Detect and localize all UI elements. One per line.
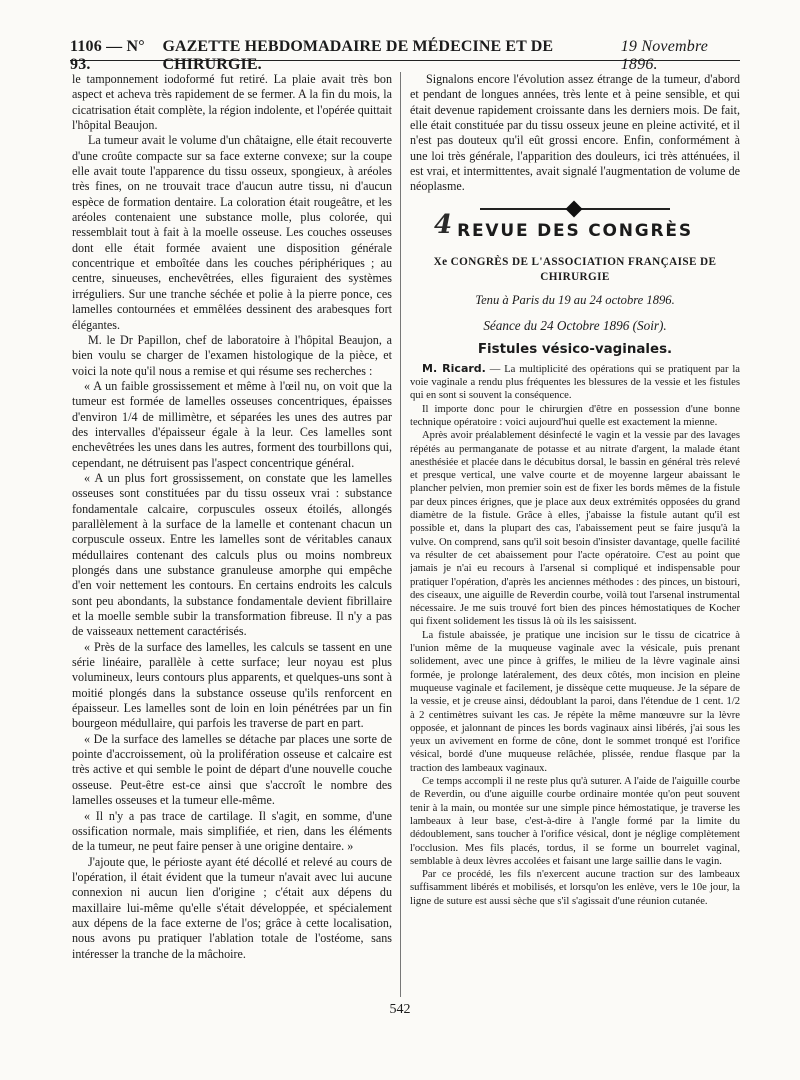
handwritten-mark: 4: [434, 209, 454, 240]
left-quote-paragraph: « De la surface des lamelles se détache par places une sorte de pointe d'accroissement, où la prolifération osseuse et calcaire est très active et qui semble le point de départ d'une nouvelle couche osseuse. Peut-être est-ce ainsi que s'accroît le nombre des lamelles osseuses et la tumeur elle-même.: [72, 731, 392, 808]
journal-title: GAZETTE HEBDOMADAIRE DE MÉDECINE ET DE CHIRURGIE.: [162, 38, 554, 73]
article-body: [410, 362, 740, 908]
left-quote-paragraph: « Près de la surface des lamelles, les calculs se tassent en une série linéaire, parallèle à cette surface; leur noyau est plus volumineux, leurs contours plus apparents, et quelques-uns sont à moitié plongés dans la substance osseuse qu'ils renforcent en épaisseur. Les lamelles sont de loin en loin pénétrées par un fin bourgeon médullaire, qui parfois les traverse de part en part.: [72, 639, 392, 731]
article-lead: [410, 362, 740, 403]
left-quote-paragraph: « A un faible grossissement et même à l'œil nu, on voit que la tumeur est formée de lamelles osseuses concentriques, épaisses d'environ 1/4 de millimètre, et séparées les unes des autres par des intervalles d'épaisseur égale à la leur. Ces lamelles sont enchevêtrées les unes dans les autres, forment des tourbillons qui, cependant, ne détruisent pas l'aspect concentrique général.: [72, 378, 392, 470]
article-paragraph: Après avoir préalablement désinfecté le vagin et la vessie par des lavages répétés au permanganate de potasse et au nitrate d'argent, la malade étant anesthésiée et placée dans le décubitus dorsal, le bassin en général très relevé et presque vertical, une valve courte et de moyenne largeur abaissant le plancher pelvien, mon premier soin est de fixer les bords mêmes de la fistule par deux pinces érignes, que je place aux deux extrémités opposées du grand diamètre de la fistule. Grâce à elles, j'abaisse la fistule autant qu'il est possible et, dans la plupart des cas, l'abaissement peut se faire jusqu'à la vulve. On comprend, sans qu'il soit besoin d'insister davantage, quelle facilité va résulter de cet abaissement pour l'acte opératoire. C'est au point que jamais je n'ai eu recours à l'arsenal si compliqué et indispensable pour pratiquer l'opération, d'après les anciennes méthodes : des pinces, un bistouri, des ciseaux, une aiguille de Reverdin courbe, voilà tout l'arsenal instrumental nécessaire. Je me suis trouvé fort bien des pinces hémostatiques de Kocher qui fixent solidement les tissus là où ils les saisissent.: [410, 430, 740, 628]
column-divider: [400, 72, 401, 997]
congress-dates: Tenu à Paris du 19 au 24 octobre 1896.: [475, 292, 675, 307]
session-date: Séance du 24 Octobre 1896 (Soir).: [483, 318, 667, 334]
left-paragraph: M. le Dr Papillon, chef de laboratoire à l'hôpital Beaujon, a bien voulu se charger de l'examen histologique de la pièce, et voici la note qu'il nous a remise et qui résume ses recherches :: [72, 332, 392, 378]
article-paragraph: Par ce procédé, les fils n'exercent aucune traction sur des lambeaux suffisamment libérés et mobilisés, et lorsqu'on les enlève, vers le 10e jour, la ligne de suture est aussi sèche que s'il s'agissait d'une réunion cutanée.: [410, 869, 740, 907]
left-paragraph: J'ajoute que, le périoste ayant été décollé et relevé au cours de l'opération, il était évident que la tumeur n'avait avec lui aucune connexion ni aucun lien d'origine ; c'était aux dépens du maxillaire lui-même qu'elle s'était développée, et spécialement aux dépens de la face externe de l'os; grâce à cette localisation, nous avons pu pratiquer l'ablation totale de l'ostéome, sans intéresser la tranche de la mâchoire.: [72, 854, 392, 961]
left-quote-paragraph: « A un plus fort grossissement, on constate que les lamelles osseuses sont constituées par du tissu osseux vrai : substance fondamentale calcaire, corpuscules osseux étoilés, allongés parallèlement à la surface de la lamelle et contenant chacun un corpuscule osseux. Entre les lamelles sont de véritables canaux médullaires contenant des calculs plus ou moins nombreux plongés dans une substance granuleuse amorphe qui empêche d'en voir nettement les contours. En certains endroits les calculs sont peu abondants, la substance fondamentale devient fibrillaire et la moelle semble subir la transformation fibreuse. Il n'y a pas de vaisseaux nettement caractérisés.: [72, 470, 392, 639]
left-paragraph: La tumeur avait le volume d'un châtaigne, elle était recouverte d'une croûte compacte sur sa face externe convexe; sur la coupe elle avait toute l'apparence du tissu osseux, spongieux, à aréoles très fines, on ne trouvait trace d'aucun autre tissu, ni d'aucun espèce de formation dentaire. La coloration était rougeâtre, et les aréoles contenaient une substance molle, plus colorée, qui ressemblait tout à fait à la moelle osseuse. Les couches osseuses dont elle était formée avaient une disposition générale concentrique et emboîtée dans les couches périphériques ; au centre, sinueuses, enchevêtrées, elles figuraient des systèmes irréguliers. Sur une tranche séchée et polie à la pierre ponce, ces lamelles contournées et emmêlées dessinent des arabesques fort élégantes.: [72, 133, 392, 332]
running-header: [70, 38, 740, 73]
article-paragraph: La fistule abaissée, je pratique une incision sur le tissu de cicatrice à l'union même de la muqueuse vaginale avec la vésicale, puis prenant solidement, avec une pince à griffes, le milieu de la lèvre vaginale ainsi formée, je prolonge latéralement, des deux côtés, mon incision en pleine muqueuse vaginale et facilement, je dissèque cette muqueuse. Je la sépare de la vessie, et je creuse ainsi, dédoublant la paroi, dans l'étendue de 1 cent. 1/2 à 2 centimètres suivant les cas. Je répète la même manœuvre sur la lèvre opposée, et jalonnant de pinces les bords vaginaux ainsi libérés, j'ai sous les yeux un avivement en forme de cône, dont le sommet tronqué est l'orifice vésical, bordé d'une muqueuse relâchée, plissée, rendue flasque par la traction des lambeaux vaginaux.: [410, 629, 740, 774]
article-title: Fistules vésico-vaginales.: [477, 342, 673, 358]
ornament-diamond-icon: [566, 200, 583, 217]
left-column: [72, 72, 392, 992]
left-quote-paragraph: « Il n'y a pas trace de cartilage. Il s'agit, en somme, d'une ossification normale, mais simplifiée, et rien, dans les éléments de la tumeur, ne peut faire penser à une origine dentaire. »: [72, 808, 392, 854]
right-intro-paragraph: Signalons encore l'évolution assez étrange de la tumeur, d'abord et pendant de longues années, très lente et à peine sensible, et qui était devenue rapidement croissante dans les derniers mois. De fait, elle était constituée par du tissu osseux jeune en pleine activité, et il n'est pas douteux qu'il eût grossi encore. Enfin, conformément à une loi très générale, l'apparition des douleurs, ici très atténuées, il est vrai, et intermittentes, avait signalé l'augmentation de volume de néoplasme.: [410, 72, 740, 194]
section-heading: [410, 209, 740, 241]
issue-date: 19 Novembre 1896.: [620, 38, 709, 73]
section-ornament: [480, 204, 670, 214]
section-title: REVUE DES CONGRÈS: [457, 220, 693, 241]
article-paragraph: Ce temps accompli il ne reste plus qu'à suturer. A l'aide de l'aiguille courbe de Reverdin, ou d'une aiguille courbe ordinaire montée qu'on peut souvent tenir à la main, ou montée sur une simple pince hémostatique, je traverse les lambeaux à leur base, c'est-à-dire à l'angle formé par la limite du dédoublement, sans toucher à l'orifice vésical, dont je néglige complètement l'occlusion. Mes fils placés, tordus, il se forme un bourrelet vaginal, semblable à deux lèvres accolées et faisant une large saillie dans le vagin.: [410, 776, 740, 867]
page-number: 542: [389, 1002, 411, 1017]
right-column: [410, 72, 740, 992]
speaker-name: M. Ricard.: [422, 361, 486, 375]
congress-title: Xe CONGRÈS DE L'ASSOCIATION FRANÇAISE DE CHIRURGIE: [433, 256, 717, 284]
article-paragraph: Il importe donc pour le chirurgien d'être en possession d'une bonne technique opératoire : voici aujourd'hui quelle est exactement la mienne.: [410, 403, 740, 428]
lead-text: — La multiplicité des opérations qui se pratiquent par la voie vaginale a rendu plus fréquentes les blessures de la vessie et les fistules qui en sont si souvent la conséquence.: [410, 363, 740, 402]
page-reference: 1106 — N° 93.: [70, 38, 145, 73]
left-paragraph: le tamponnement iodoformé fut retiré. La plaie avait très bon aspect et acheva très rapidement de se fermer. A la fin du mois, la cicatrisation était complète, la région indolente, et l'opérée quittait l'hôpital Beaujon.: [72, 72, 392, 133]
